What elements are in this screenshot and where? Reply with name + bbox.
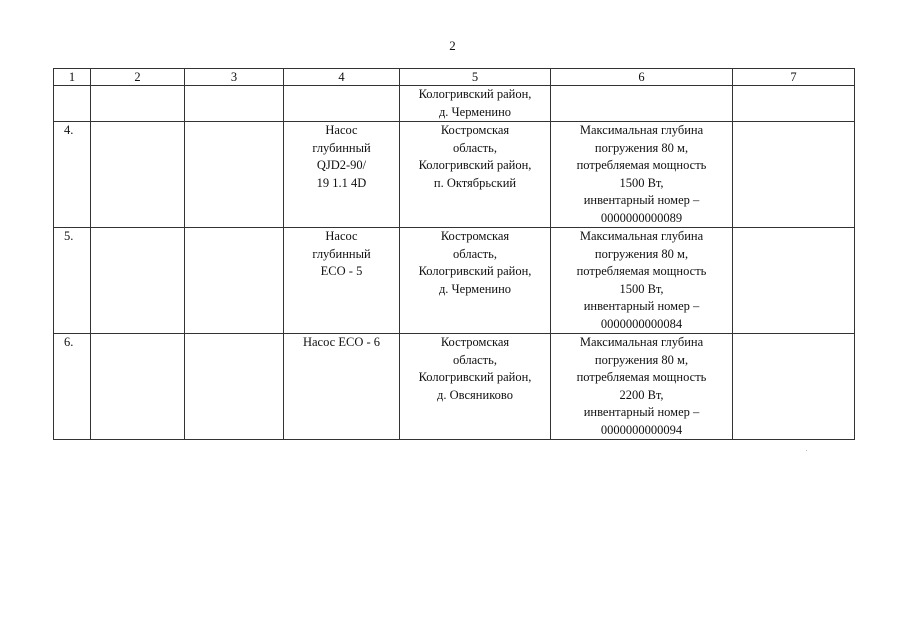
column-header: 3 xyxy=(185,69,284,86)
location-cell-line: Костромская xyxy=(440,229,510,243)
location-cell xyxy=(400,228,551,334)
specs-cell-line: Максимальная глубина xyxy=(579,335,704,349)
table-row xyxy=(54,334,855,440)
column-header: 2 xyxy=(91,69,185,86)
specs-cell-line: 0000000000094 xyxy=(600,422,683,437)
specs-cell-line: инвентарный номер – xyxy=(583,193,700,207)
specs-cell-line: погружения 80 м, xyxy=(594,352,689,367)
location-cell-line: область, xyxy=(453,352,497,367)
location-cell-line: д. Овсяниково xyxy=(437,387,513,402)
location-cell-line: область, xyxy=(453,246,497,261)
column-2-cell xyxy=(91,334,185,440)
column-header: 7 xyxy=(733,69,855,86)
table-row xyxy=(54,228,855,334)
column-7-cell xyxy=(733,86,855,122)
specs-cell xyxy=(551,334,733,440)
specs-cell xyxy=(551,122,733,228)
specs-cell-line: 1500 Вт, xyxy=(619,175,664,190)
location-cell-line: п. Октябрьский xyxy=(433,175,517,190)
specs-cell-line: инвентарный номер – xyxy=(583,405,700,419)
specs-cell xyxy=(551,86,733,122)
location-cell-line: Кологривский район, xyxy=(418,264,532,278)
row-number-cell: 6. xyxy=(54,334,91,440)
column-3-cell xyxy=(185,228,284,334)
row-number-cell: 4. xyxy=(54,122,91,228)
specs-cell-line: Максимальная глубина xyxy=(579,229,704,243)
row-number-cell xyxy=(54,86,91,122)
specs-cell xyxy=(551,228,733,334)
specs-cell-line: потребляемая мощность xyxy=(576,264,707,278)
column-7-cell xyxy=(733,334,855,440)
table-row xyxy=(54,86,855,122)
equipment-name-cell xyxy=(284,86,400,122)
table-body xyxy=(54,86,855,440)
column-2-cell xyxy=(91,228,185,334)
equipment-name-cell-line: ECO - 5 xyxy=(320,264,363,278)
location-cell xyxy=(400,86,551,122)
specs-cell-line: погружения 80 м, xyxy=(594,140,689,155)
equipment-name-cell xyxy=(284,228,400,334)
column-7-cell xyxy=(733,228,855,334)
equipment-name-cell-line: Насос xyxy=(325,229,358,243)
equipment-name-cell-line: Насос xyxy=(325,123,358,137)
equipment-name-cell xyxy=(284,122,400,228)
location-cell-line: Костромская xyxy=(440,123,510,137)
specs-cell-line: инвентарный номер – xyxy=(583,299,700,313)
column-header: 5 xyxy=(400,69,551,86)
column-2-cell xyxy=(91,122,185,228)
location-cell xyxy=(400,334,551,440)
specs-cell-line: потребляемая мощность xyxy=(576,158,707,172)
scan-speck xyxy=(806,450,807,451)
specs-cell-line: 0000000000084 xyxy=(600,316,683,331)
location-cell-line: Кологривский район, xyxy=(418,370,532,384)
column-header: 4 xyxy=(284,69,400,86)
column-3-cell xyxy=(185,334,284,440)
specs-cell-line: 2200 Вт, xyxy=(619,387,664,402)
column-2-cell xyxy=(91,86,185,122)
location-cell-line: Кологривский район, xyxy=(418,87,532,101)
specs-cell-line: потребляемая мощность xyxy=(576,370,707,384)
specs-cell-line: погружения 80 м, xyxy=(594,246,689,261)
location-cell-line: Кологривский район, xyxy=(418,158,532,172)
page-number: 2 xyxy=(449,38,456,53)
location-cell-line: д. Черменино xyxy=(438,281,512,296)
specs-cell-line: 0000000000089 xyxy=(600,210,683,225)
equipment-name-cell-line: глубинный xyxy=(312,246,371,261)
equipment-name-cell-line: QJD2-90/ xyxy=(316,158,367,172)
equipment-name-cell xyxy=(284,334,400,440)
inventory-table xyxy=(53,68,855,440)
location-cell-line: д. Черменино xyxy=(438,104,512,119)
specs-cell-line: Максимальная глубина xyxy=(579,123,704,137)
column-header: 6 xyxy=(551,69,733,86)
table-row xyxy=(54,122,855,228)
location-cell-line: Костромская xyxy=(440,335,510,349)
column-3-cell xyxy=(185,122,284,228)
equipment-name-cell-line: глубинный xyxy=(312,140,371,155)
column-7-cell xyxy=(733,122,855,228)
equipment-name-cell-line: Насос ECO - 6 xyxy=(302,335,381,349)
row-number-cell: 5. xyxy=(54,228,91,334)
specs-cell-line: 1500 Вт, xyxy=(619,281,664,296)
column-header: 1 xyxy=(54,69,91,86)
location-cell xyxy=(400,122,551,228)
equipment-name-cell-line: 19 1.1 4D xyxy=(316,175,367,190)
table-header-row xyxy=(54,69,855,86)
column-3-cell xyxy=(185,86,284,122)
location-cell-line: область, xyxy=(453,140,497,155)
